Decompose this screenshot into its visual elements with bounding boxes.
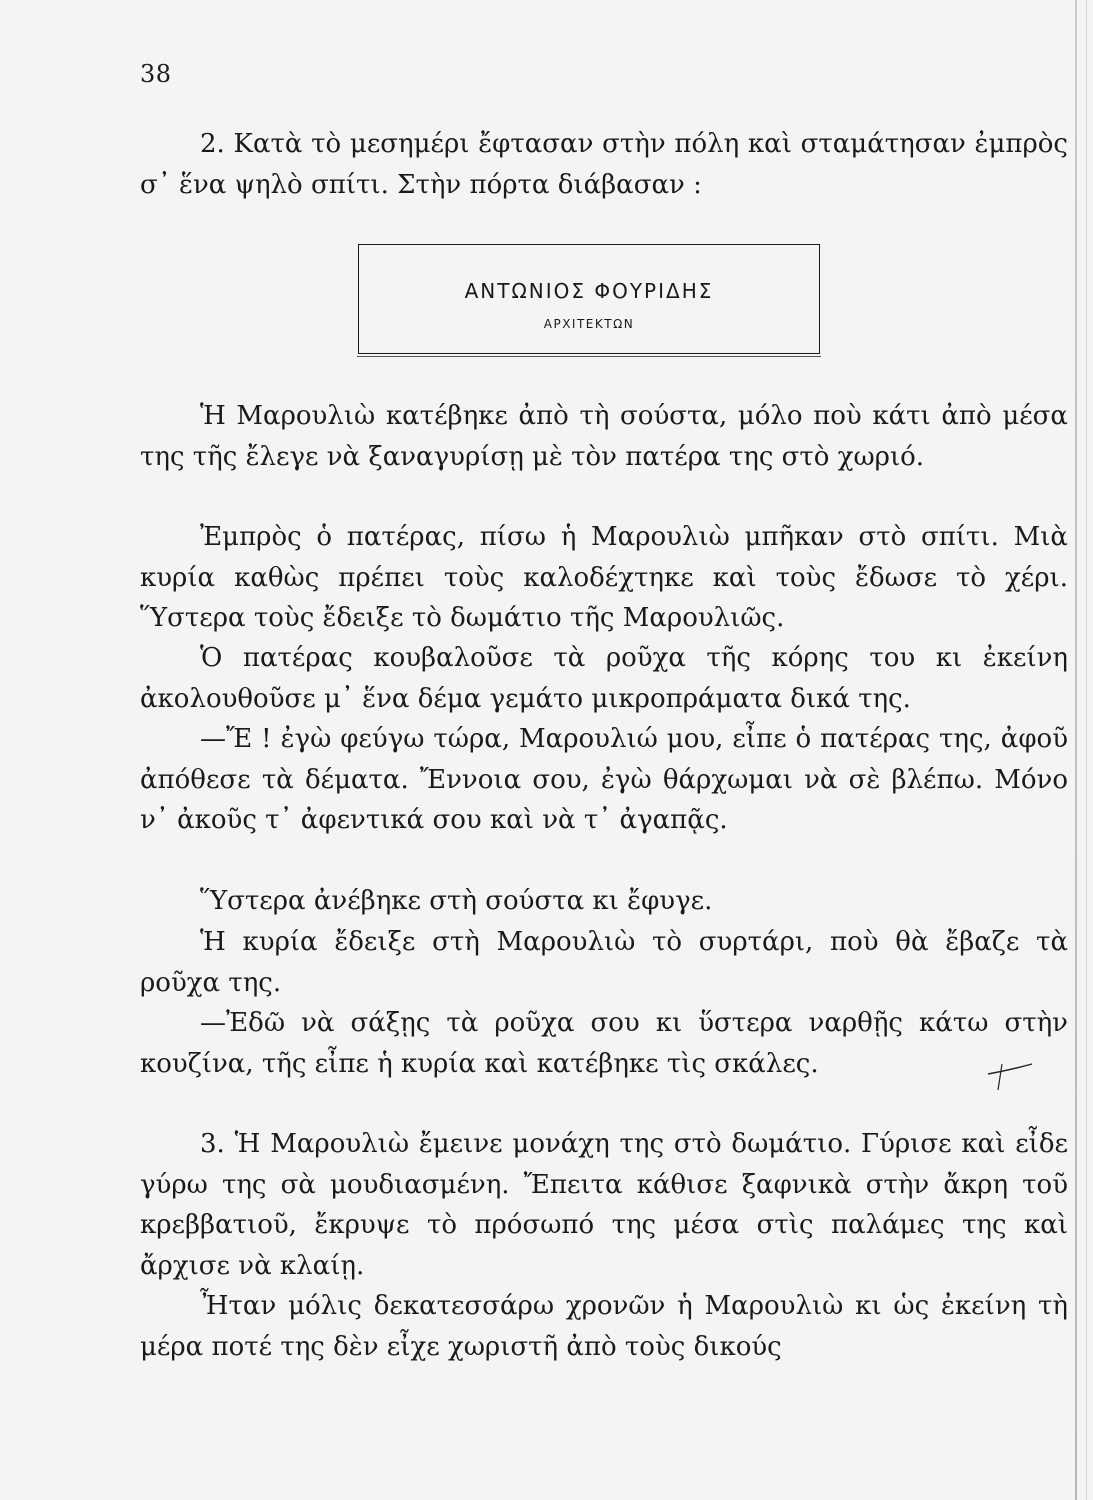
name-plate-name: ΑΝΤΩΝΙΟΣ ΦΟΥΡΙΔΗΣ (464, 279, 714, 303)
name-plate-title: ΑΡΧΙΤΕΚΤΩΝ (543, 317, 635, 331)
paragraph-father-carries: Ὁ πατέρας κουβαλοῦσε τὰ ροῦχα τῆς κόρης του κι ἐκείνη ἀκολουθοῦσε μ᾿ ἕνα δέμα γεμάτο μικροπράματα δικά της. (140, 643, 1068, 714)
paragraph-father-leaves: Ὕστερα ἀνέβηκε στὴ σούστα κι ἔφυγε. (200, 886, 713, 916)
paragraph-lady-speech: —Ἐδῶ νὰ σάξῃς τὰ ροῦχα σου κι ὕστερα ναρθῇς κάτω στὴν κουζίνα, τῆς εἶπε ἡ κυρία καὶ κατέβηκε τὶς σκάλες. (140, 1008, 1068, 1079)
paragraph-drawer: Ἡ κυρία ἔδειξε στὴ Μαρουλιὼ τὸ συρτάρι, ποὺ θὰ ἔβαζε τὰ ροῦχα της. (140, 927, 1068, 998)
paragraph-2-intro: 2. Κατὰ τὸ μεσημέρι ἔφτασαν στὴν πόλη καὶ σταμάτησαν ἐμπρὸς σ᾿ ἕνα ψηλὸ σπίτι. Στὴν πόρτα διάβασαν : (140, 129, 1068, 200)
page-number: 38 (140, 60, 172, 88)
name-plate (358, 244, 820, 354)
paragraph-3-alone: 3. Ἡ Μαρουλιὼ ἔμεινε μονάχη της στὸ δωμάτιο. Γύρισε καὶ εἶδε γύρω της σὰ μουδιασμένη. Ἔπειτα κάθισε ξαφνικὰ στὴν ἄκρη τοῦ κρεββατιοῦ, ἔκρυψε τὸ πρόσωπό της μέσα στὶς παλάμες της καὶ ἄρχισε νὰ κλαίῃ. (140, 1129, 1068, 1281)
paragraph-father-speech: —Ἔ ! ἐγὼ φεύγω τώρα, Μαρουλιώ μου, εἶπε ὁ πατέρας της, ἀφοῦ ἀπόθεσε τὰ δέματα. Ἔννοια σου, ἐγὼ θάρχωμαι νὰ σὲ βλέπω. Μόνο ν᾿ ἀκοῦς τ᾿ ἀφεντικά σου καὶ νὰ τ᾿ ἀγαπᾷς. (140, 724, 1068, 835)
paragraph-3-age: Ἦταν μόλις δεκατεσσάρω χρονῶν ἡ Μαρουλιὼ κι ὡς ἐκείνη τὴ μέρα ποτέ της δὲν εἶχε χωριστῆ ἀπὸ τοὺς δικούς (140, 1291, 1068, 1362)
page-edge (1075, 0, 1077, 1500)
paragraph-descent: Ἡ Μαρουλιὼ κατέβηκε ἀπὸ τὴ σούστα, μόλο ποὺ κάτι ἀπὸ μέσα της τῆς ἔλεγε νὰ ξαναγυρίσῃ μὲ τὸν πατέρα της στὸ χωριό. (140, 401, 1068, 472)
pen-mark-icon (980, 1050, 1040, 1095)
paragraph-enter-house: Ἐμπρὸς ὁ πατέρας, πίσω ἡ Μαρουλιὼ μπῆκαν στὸ σπίτι. Μιὰ κυρία καθὼς πρέπει τοὺς καλοδέχτηκε καὶ τοὺς ἔδωσε τὸ χέρι. Ὕστερα τοὺς ἔδειξε τὸ δωμάτιο τῆς Μαρουλιῶς. (140, 522, 1068, 633)
page-edge-outer (1086, 0, 1087, 1500)
